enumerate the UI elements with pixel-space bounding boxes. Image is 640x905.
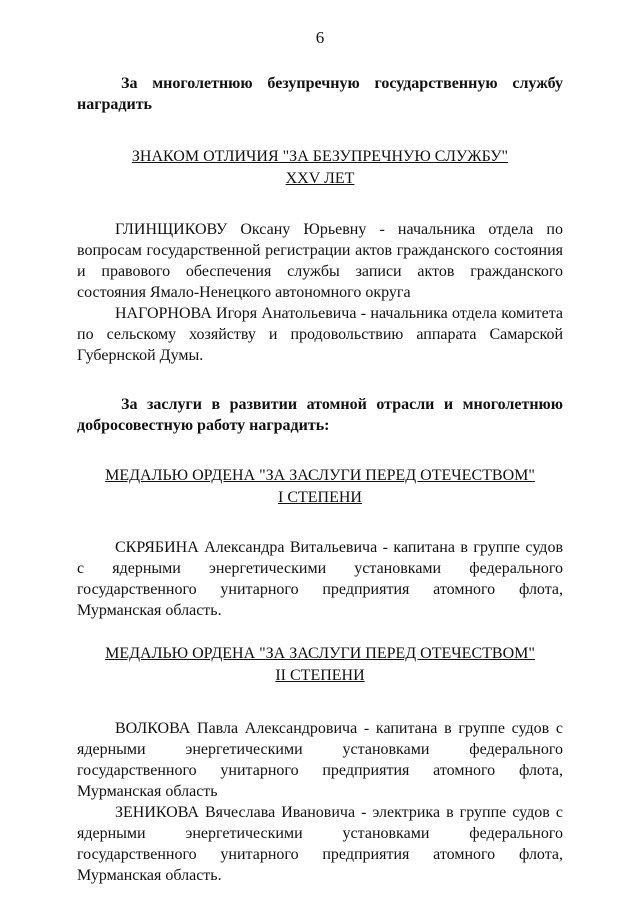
recipient-zenikov: ЗЕНИКОВА Вячеслава Ивановича - электрика в группе судов с ядерными энергетическими установками федерального государственного унитарного предприятия атомного флота, Мурманская область. (77, 804, 563, 884)
award-heading-service (77, 146, 563, 190)
award-title: ЗНАКОМ ОТЛИЧИЯ "ЗА БЕЗУПРЕЧНУЮ СЛУЖБУ" (131, 148, 509, 165)
recipient-nagornov: НАГОРНОВА Игоря Анатольевича - начальника отдела комитета по сельскому хозяйству и продовольствию аппарата Самарской Губернской Думы. (77, 305, 563, 364)
award-title: МЕДАЛЬЮ ОРДЕНА "ЗА ЗАСЛУГИ ПЕРЕД ОТЕЧЕСТВОМ" (105, 645, 535, 662)
decree-service: За многолетнюю безупречную государственную службу наградить (77, 75, 563, 113)
recipient-glinshchikova: ГЛИНЩИКОВУ Оксану Юрьевну - начальника отдела по вопросам государственной регистрации актов гражданского состояния и правового обеспечения службы записи актов гражданского состояния Ямало-Ненецкого автономного округа (77, 221, 563, 301)
recipient-skryabin: СКРЯБИНА Александра Витальевича - капитана в группе судов с ядерными энергетическими установками федерального государственного унитарного предприятия атомного флота, Мурманская область. (77, 539, 563, 619)
page-number: 6 (315, 28, 325, 47)
decree-atomic: За заслуги в развитии атомной отрасли и многолетнюю добросовестную работу наградить: (77, 396, 563, 434)
award-degree: I СТЕПЕНИ (278, 489, 362, 506)
recipient-volkov: ВОЛКОВА Павла Александровича - капитана в группе судов с ядерными энергетическими установками федерального государственного унитарного предприятия атомного флота, Мурманская область (77, 720, 563, 800)
award-degree: XXV ЛЕТ (285, 170, 355, 187)
award-degree: II СТЕПЕНИ (275, 667, 365, 684)
document-body (77, 73, 563, 886)
award-heading-medal-1 (77, 465, 563, 509)
award-heading-medal-2 (77, 643, 563, 687)
award-title: МЕДАЛЬЮ ОРДЕНА "ЗА ЗАСЛУГИ ПЕРЕД ОТЕЧЕСТВОМ" (105, 467, 535, 484)
